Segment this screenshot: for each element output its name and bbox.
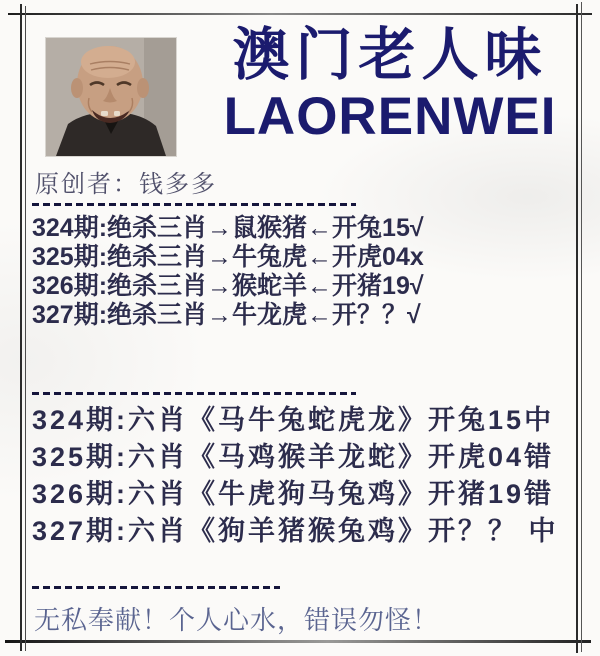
author-line: 原创者：钱多多 — [35, 171, 217, 198]
prediction-row: 325期:绝杀三肖→牛兔虎←开虎04x — [32, 243, 424, 271]
section-juesha-sanxiao — [32, 214, 424, 330]
header-title-block — [192, 22, 588, 146]
prediction-row: 326期:六肖《牛虎狗马兔鸡》开猪19错 — [32, 479, 555, 509]
frame-left-line-2 — [25, 6, 26, 651]
frame-top-line — [8, 13, 592, 15]
frame-left-line — [20, 4, 22, 651]
section-liuxiao — [32, 402, 559, 550]
page-title-chinese: 澳门老人味 — [232, 23, 548, 87]
prediction-row: 327期:绝杀三肖→牛龙虎←开？？√ — [32, 301, 421, 329]
elderly-man-photo — [45, 37, 177, 157]
footer-disclaimer: 无私奉献！个人心水，错误勿怪！ — [34, 605, 440, 635]
page-title-latin: LAORENWEI — [223, 87, 557, 146]
prediction-row: 326期:绝杀三肖→猴蛇羊←开猪19√ — [32, 272, 424, 300]
prediction-row: 327期:六肖《狗羊猪猴兔鸡》开？？ 中 — [32, 516, 559, 546]
dashed-divider-2 — [32, 392, 356, 395]
prediction-row: 324期:六肖《马牛兔蛇虎龙》开兔15中 — [32, 405, 555, 435]
frame-bottom-line — [5, 640, 591, 643]
prediction-row: 325期:六肖《马鸡猴羊龙蛇》开虎04错 — [32, 442, 555, 472]
prediction-row: 324期:绝杀三肖→鼠猴猪←开兔15√ — [32, 214, 424, 242]
portrait-illustration — [46, 38, 176, 156]
dashed-divider-3 — [32, 586, 280, 589]
dashed-divider-1 — [32, 203, 356, 206]
